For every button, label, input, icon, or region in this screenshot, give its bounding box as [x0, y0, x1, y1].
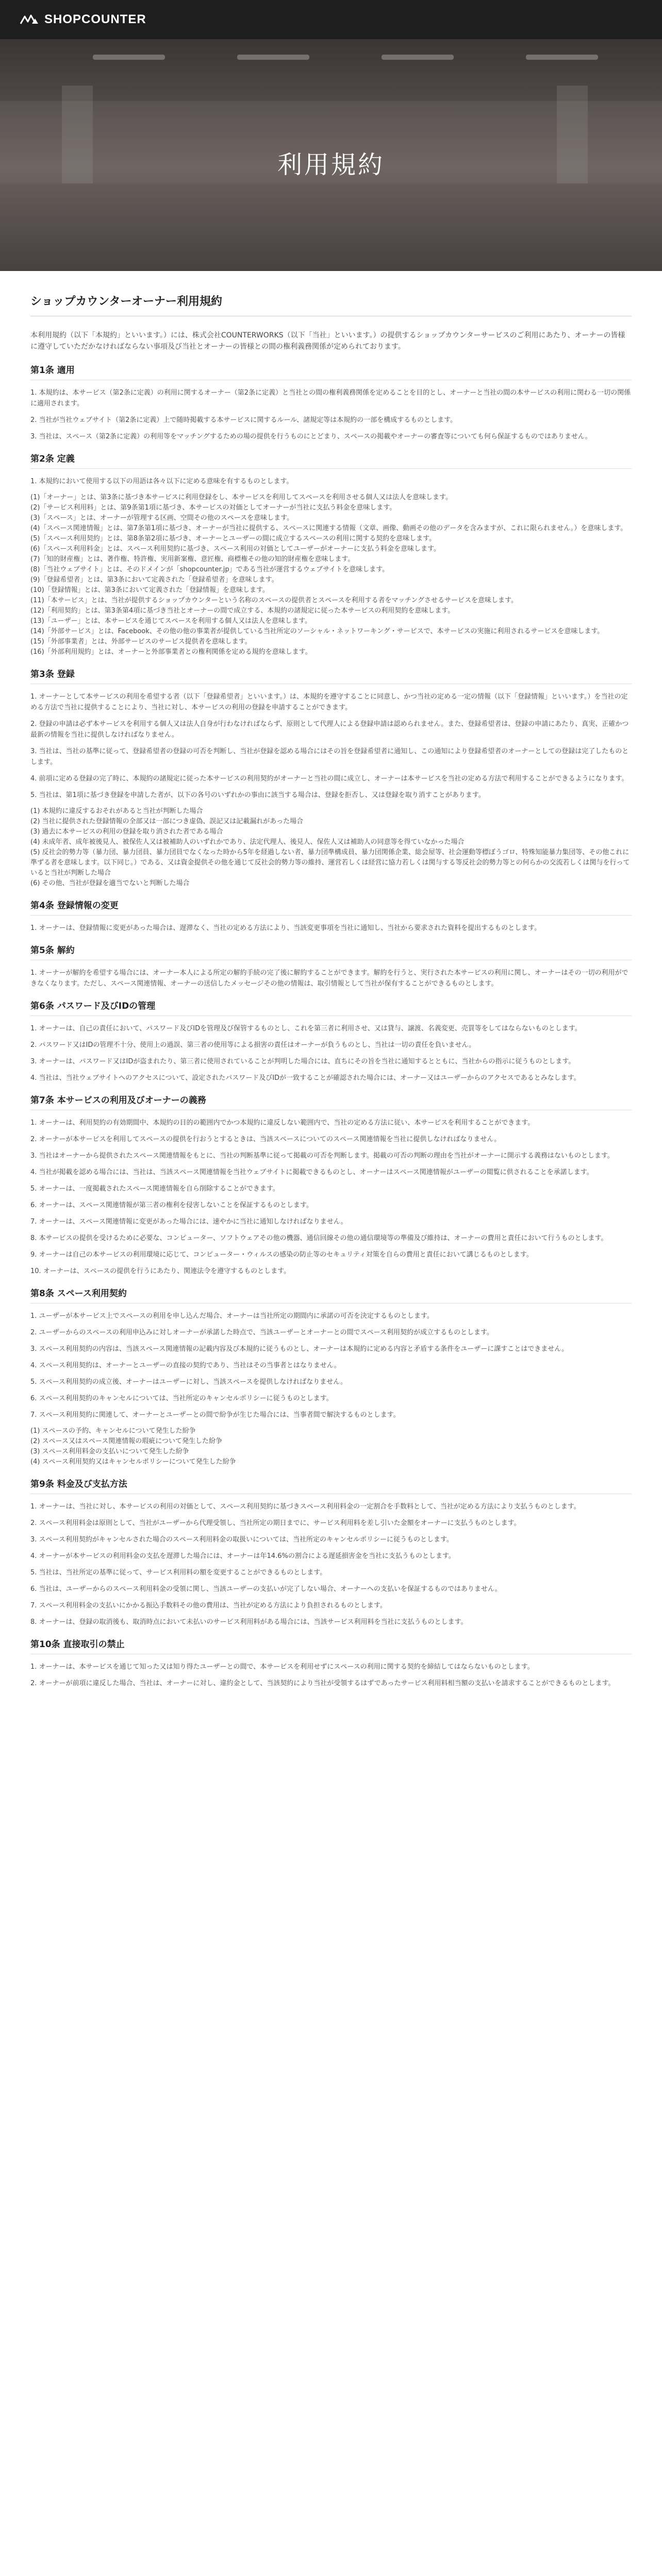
article-paragraph: 1. オーナーは、利用契約の有効期間中、本規約の目的の範囲内でかつ本規約に違反しない範囲内で、当社の定める方法に従い、本サービスを利用することができます。 [30, 1119, 535, 1127]
article-heading: 第8条 スペース利用契約 [30, 1286, 632, 1303]
article-heading: 第2条 定義 [30, 451, 632, 469]
article-paragraph: 2. オーナーが前項に違反した場合、当社は、オーナーに対し、違約金として、当該契約により当社が受領するはずであったサービス利用料相当額の支払いを請求することができるものとします。 [30, 1680, 615, 1687]
article-paragraph: 2. ユーザーからのスペースの利用申込みに対しオーナーが承諾した時点で、当該ユーザーとオーナーとの間でスペース利用契約が成立するものとします。 [30, 1329, 493, 1336]
document-intro: 本利用規約（以下「本規約」といいます。）には、株式会社COUNTERWORKS（以下「当社」といいます。）の提供するショップカウンターサービスのご利用にあたり、オーナーの皆様に遵守していただかなければならない事項及び当社とオーナーの皆様との間の権利義務関係が定められております。 [30, 331, 625, 351]
article-heading: 第6条 パスワード及びIDの管理 [30, 998, 632, 1016]
article-paragraph: 4. スペース利用契約は、オーナーとユーザーの直接の契約であり、当社はその当事者とはなりません。 [30, 1362, 341, 1369]
article-paragraph: 2. 当社が当社ウェブサイト（第2条に定義）上で随時掲載する本サービスに関するルール、諸規定等は本規約の一部を構成するものとします。 [30, 416, 457, 424]
article-list-item: (15)「外部事業者」とは、外部サービスのサービス提供者を意味します。 [30, 638, 252, 646]
article-list-item: (6) その他、当社が登録を適当でないと判断した場合 [30, 879, 190, 887]
terms-article [30, 1286, 632, 1467]
article-paragraph: 3. 当社は、スペース（第2条に定義）の利用等をマッチングするための場の提供を行うものにとどまり、スペースの掲載やオーナーの審査等についても何ら保証するものではありません。 [30, 433, 592, 440]
article-list [30, 806, 632, 889]
article-list-item: (9)「登録希望者」とは、第3条において定義された「登録希望者」を意味します。 [30, 576, 278, 584]
article-list-item: (4) スペース利用契約又はキャンセルポリシーについて発生した紛争 [30, 1458, 236, 1466]
article-list-item: (12)「利用契約」とは、第3条第4項に基づき当社とオーナーの間で成立する、本規約の諸規定に従った本サービスの利用契約を意味します。 [30, 607, 455, 615]
terms-article [30, 998, 632, 1083]
article-list-item: (7)「知的財産権」とは、著作権、特許権、実用新案権、意匠権、商標権その他の知的財産権を意味します。 [30, 555, 355, 563]
article-paragraph: 2. パスワード又はIDの管理不十分、使用上の過誤、第三者の使用等による損害の責任はオーナーが負うものとし、当社は一切の責任を負いません。 [30, 1041, 476, 1049]
hero-title: 利用規約 [277, 150, 385, 179]
article-list-item: (14)「外部サービス」とは、Facebook、その他の他の事業者が提供している当社所定のソーシャル・ネットワーキング・サービスで、本サービスの実施に利用されるサービスを意味します。 [30, 628, 604, 635]
terms-sections [30, 363, 632, 1689]
article-paragraph: 3. 当社はオーナーから提供されたスペース関連情報をもとに、当社の判断基準に従って掲載の可否を判断します。掲載の可否の判断の理由を当社がオーナーに開示する義務はないものとします。 [30, 1152, 614, 1160]
article-list-item: (2) スペース又はスペース関連情報の瑕疵について発生した紛争 [30, 1437, 222, 1445]
article-heading: 第4条 登録情報の変更 [30, 898, 632, 916]
terms-article [30, 943, 632, 989]
article-paragraph: 7. スペース利用契約に関連して、オーナーとユーザーとの間で紛争が生じた場合には、当事者間で解決するものとします。 [30, 1411, 400, 1419]
terms-article [30, 1477, 632, 1628]
article-list-item: (1) 本規約に違反するおそれがあると当社が判断した場合 [30, 807, 203, 815]
article-paragraph: 7. オーナーは、スペース関連情報に変更があった場合には、速やかに当社に通知しなければなりません。 [30, 1218, 347, 1226]
article-heading: 第10条 直接取引の禁止 [30, 1637, 632, 1654]
site-header [0, 0, 662, 39]
article-paragraph: 1. オーナーは、本サービスを通じて知った又は知り得たユーザーとの間で、本サービスを利用せずにスペースの利用に関する契約を締結してはならないものとします。 [30, 1663, 534, 1671]
article-heading: 第7条 本サービスの利用及びオーナーの義務 [30, 1093, 632, 1110]
article-list-item: (5)「スペース利用契約」とは、第8条第2項に基づき、オーナーとユーザーの間に成立するスペースの利用に関する契約を意味します。 [30, 535, 436, 543]
article-paragraph: 1. オーナーは、登録情報に変更があった場合は、遅滞なく、当社の定める方法により、当該変更事項を当社に通知し、当社から要求された資料を提出するものとします。 [30, 924, 541, 932]
article-list-item: (4)「スペース関連情報」とは、第7条第1項に基づき、オーナーが当社に提供する、スペースに関連する情報（文章、画像、動画その他のデータを含みますが、これに限られません。）を意味します。 [30, 524, 627, 532]
article-list-item: (2)「サービス利用料」とは、第9条第1項に基づき、本サービスの対価としてオーナーが当社に支払う料金を意味します。 [30, 504, 396, 512]
article-paragraph: 5. オーナーは、一度掲載されたスペース関連情報を自ら削除することができます。 [30, 1185, 279, 1193]
article-paragraph: 1. オーナーが解約を希望する場合には、オーナー本人による所定の解約手続の完了後に解約することができます。解約を行うと、実行された本サービスの利用に関し、オーナーはその一切の利用ができなくなります。ただし、スペース関連情報、オーナーの送信したメッセージその他の情報は、取引情報として当社が保有することができるものとします。 [30, 969, 628, 988]
article-paragraph: 4. 当社は、当社ウェブサイトへのアクセスについて、設定されたパスワード及びIDが一致することが確認された場合には、オーナー又はユーザーからのアクセスであるとみなします。 [30, 1074, 581, 1082]
article-paragraph: 2. オーナーが本サービスを利用してスペースの提供を行おうとするときは、当該スペースについてのスペース関連情報を当社に提供しなければなりません。 [30, 1136, 501, 1143]
article-heading: 第9条 料金及び支払方法 [30, 1477, 632, 1494]
logo-text: SHOPCOUNTER [44, 12, 146, 26]
article-list-item: (1) スペースの予約、キャンセルについて発生した紛争 [30, 1427, 196, 1435]
article-heading: 第3条 登録 [30, 667, 632, 684]
article-paragraph: 2. 登録の申請は必ず本サービスを利用する個人又は法人自身が行わなければならず、原則として代理人による登録申請は認められません。また、登録希望者は、登録の申請にあたり、真実、正確かつ最新の情報を当社に提供しなければなりません。 [30, 720, 629, 739]
article-paragraph: 3. スペース利用契約の内容は、当該スペース関連情報の記載内容及び本規約に従うものとし、オーナーは本規約に定める内容と矛盾する条件をユーザーに課すことはできません。 [30, 1345, 569, 1353]
article-paragraph: 5. スペース利用契約の成立後、オーナーはユーザーに対し、当該スペースを提供しなければなりません。 [30, 1378, 347, 1386]
article-paragraph: 1. オーナーは、自己の責任において、パスワード及びIDを管理及び保管するものとし、これを第三者に利用させ、又は貸与、譲渡、名義変更、売買等をしてはならないものとします。 [30, 1025, 582, 1032]
article-paragraph: 5. 当社は、当社所定の基準に従って、サービス利用料の額を変更することができるものとします。 [30, 1569, 327, 1577]
article-list [30, 1426, 632, 1467]
article-paragraph: 6. 当社は、ユーザーからのスペース利用料金の受領に関し、当該ユーザーの支払いが完了しない場合、オーナーへの支払いを保証するものではありません。 [30, 1585, 502, 1593]
article-paragraph: 4. オーナーが本サービスの利用料金の支払を遅滞した場合には、オーナーは年14.6%の割合による遅延損害金を当社に支払うものとします。 [30, 1552, 455, 1560]
terms-article [30, 1637, 632, 1689]
article-paragraph: 3. オーナーは、パスワード又はIDが盗まれたり、第三者に使用されていることが判明した場合には、直ちにその旨を当社に通知するとともに、当社からの指示に従うものとします。 [30, 1058, 575, 1065]
article-paragraph: 1. 本規約において使用する以下の用語は各々以下に定める意味を有するものとします。 [30, 478, 293, 485]
article-heading: 第5条 解約 [30, 943, 632, 960]
article-paragraph: 5. 当社は、第1項に基づき登録を申請した者が、以下の各号のいずれかの事由に該当する場合は、登録を拒否し、又は登録を取り消すことがあります。 [30, 791, 485, 799]
article-list-item: (3)「スペース」とは、オーナーが管理する区画、空間その他のスペースを意味します。 [30, 514, 294, 522]
document-title: ショップカウンターオーナー利用規約 [30, 293, 632, 316]
terms-article [30, 451, 632, 657]
article-list-item: (16)「外部利用規約」とは、オーナーと外部事業者との権利関係を定める規約を意味します。 [30, 648, 312, 656]
article-list-item: (5) 反社会的勢力等（暴力団、暴力団員、暴力団員でなくなった時から5年を経過しない者、暴力団準構成員、暴力団関係企業、総会屋等、社会運動等標ぼうゴロ、特殊知能暴力集団等、その他これに準ずる者を意味します。以下同じ。）である、又は資金提供その他を通じて反社会的勢力等の維持、運営若しくは経営に協力若しくは関与する等反社会的勢力等との何らかの交流若しくは関与を行っていると当社が判断した場合 [30, 849, 630, 877]
terms-article [30, 898, 632, 934]
article-list-item: (3) スペース利用料金の支払いについて発生した紛争 [30, 1448, 189, 1455]
article-paragraph: 7. スペース利用料金の支払いにかかる振込手数料その他の費用は、当社が定める方法により負担されるものとします。 [30, 1602, 387, 1609]
site-logo[interactable] [20, 12, 146, 27]
terms-content [30, 271, 632, 1689]
article-paragraph: 3. 当社は、当社の基準に従って、登録希望者の登録の可否を判断し、当社が登録を認める場合にはその旨を登録希望者に通知し、この通知により登録希望者のオーナーとしての登録は完了したものとします。 [30, 748, 629, 766]
article-list-item: (11)「本サービス」とは、当社が提供するショップカウンターという名称のスペースの提供者とスペースを利用する者をマッチングさせるサービスを意味します。 [30, 597, 518, 604]
article-paragraph: 1. オーナーとして本サービスの利用を希望する者（以下「登録希望者」といいます。）は、本規約を遵守することに同意し、かつ当社の定める一定の情報（以下「登録情報」といいます。）を当社の定める方法で当社に提供することにより、当社に対し、本サービスの利用の登録を申請することができます。 [30, 693, 628, 711]
article-paragraph: 1. 本規約は、本サービス（第2条に定義）の利用に関するオーナー（第2条に定義）と当社との間の権利義務関係を定めることを目的とし、オーナーと当社の間の本サービスの利用に関わる一切の関係に適用されます。 [30, 389, 631, 408]
article-paragraph: 8. オーナーは、登録の取消後も、取消時点において未払いのサービス利用料がある場合には、当該サービス利用料を当社に支払うものとします。 [30, 1618, 468, 1626]
article-paragraph: 3. スペース利用契約がキャンセルされた場合のスペース利用料金の取扱いについては、当社所定のキャンセルポリシーに従うものとします。 [30, 1536, 453, 1544]
article-list-item: (3) 過去に本サービスの利用の登録を取り消された者である場合 [30, 828, 223, 836]
article-list-item: (10)「登録情報」とは、第3条において定義された「登録情報」を意味します。 [30, 586, 269, 594]
terms-article [30, 1093, 632, 1277]
article-paragraph: 10. オーナーは、スペースの提供を行うにあたり、関連法令を遵守するものとします。 [30, 1267, 291, 1275]
article-list-item: (4) 未成年者、成年被後見人、被保佐人又は被補助人のいずれかであり、法定代理人、後見人、保佐人又は補助人の同意等を得ていなかった場合 [30, 838, 465, 846]
article-paragraph: 9. オーナーは自己の本サービスの利用環境に応じて、コンピューター・ウィルスの感染の防止等のセキュリティ対策を自らの費用と責任において講じるものとします。 [30, 1251, 533, 1259]
article-paragraph: 4. 当社が掲載を認める場合には、当社は、当該スペース関連情報を当社ウェブサイトに掲載できるものとし、オーナーはスペース関連情報がユーザーの閲覧に供されることを承諾します。 [30, 1168, 593, 1176]
article-paragraph: 6. スペース利用契約のキャンセルについては、当社所定のキャンセルポリシーに従うものとします。 [30, 1395, 333, 1402]
article-paragraph: 4. 前項に定める登録の完了時に、本規約の諸規定に従った本サービスの利用契約がオーナーと当社の間に成立し、オーナーは本サービスを当社の定める方法で利用することができるようになります。 [30, 775, 628, 783]
article-paragraph: 1. ユーザーが本サービス上でスペースの利用を申し込んだ場合、オーナーは当社所定の期間内に承諾の可否を決定するものとします。 [30, 1312, 434, 1320]
article-list-item: (13)「ユーザー」とは、本サービスを通じてスペースを利用する個人又は法人を意味します。 [30, 617, 311, 625]
article-paragraph: 6. オーナーは、スペース関連情報が第三者の権利を侵害しないことを保証するものとします。 [30, 1201, 313, 1209]
hero-banner [0, 39, 662, 271]
terms-article [30, 363, 632, 442]
article-list-item: (8)「当社ウェブサイト」とは、そのドメインが「shopcounter.jp」である当社が運営するウェブサイトを意味します。 [30, 566, 389, 573]
terms-article [30, 667, 632, 889]
article-paragraph: 1. オーナーは、当社に対し、本サービスの利用の対価として、スペース利用契約に基づきスペース利用料金の一定割合を手数料として、当社が定める方法により支払うものとします。 [30, 1503, 581, 1511]
article-paragraph: 8. 本サービスの提供を受けるために必要な、コンピューター、ソフトウェアその他の機器、通信回線その他の通信環境等の準備及び維持は、オーナーの費用と責任において行うものとします。 [30, 1234, 608, 1242]
article-list-item: (2) 当社に提供された登録情報の全部又は一部につき虚偽、誤記又は記載漏れがあった場合 [30, 818, 304, 825]
article-list [30, 493, 632, 657]
article-list-item: (6)「スペース利用料金」とは、スペース利用契約に基づき、スペース利用の対価としてユーザーがオーナーに支払う料金を意味します。 [30, 545, 440, 553]
article-heading: 第1条 適用 [30, 363, 632, 380]
article-paragraph: 2. スペース利用料金は原則として、当社がユーザーから代理受領し、当社所定の期日までに、サービス利用料を差し引いた金額をオーナーに支払うものとします。 [30, 1519, 521, 1527]
article-list-item: (1)「オーナー」とは、第3条に基づき本サービスに利用登録をし、本サービスを利用してスペースを利用させる個人又は法人を意味します。 [30, 494, 452, 501]
logo-mark-icon [20, 13, 39, 26]
